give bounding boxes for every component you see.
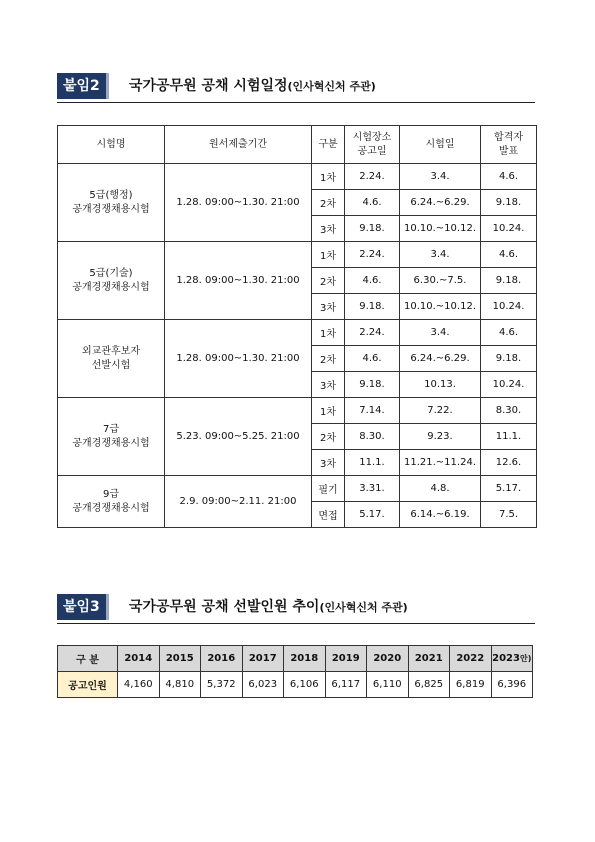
- recruit-year: 2016: [207, 653, 236, 664]
- result-cell: 10.24.: [481, 216, 537, 242]
- stage-cell: 2차: [312, 424, 345, 450]
- exam-name-line: 공개경쟁채용시험: [72, 437, 150, 449]
- application-period-cell: 1.28. 09:00~1.30. 21:00: [165, 242, 312, 320]
- header-venue-date: [345, 126, 400, 164]
- recruit-row-label: 공고인원: [58, 672, 118, 698]
- exam-name-cell: [58, 476, 165, 528]
- exam-name-cell: [58, 164, 165, 242]
- recruit-value: 4,160: [118, 672, 160, 698]
- result-cell: 12.6.: [481, 450, 537, 476]
- result-cell: 7.5.: [481, 502, 537, 528]
- stage-cell: 필기: [312, 476, 345, 502]
- recruit-year-header: [159, 646, 201, 672]
- result-cell: 11.1.: [481, 424, 537, 450]
- recruit-header-row: [58, 646, 533, 672]
- recruit-year: 2021: [414, 653, 443, 664]
- venue-cell: 5.17.: [345, 502, 400, 528]
- recruit-year: 2023: [492, 653, 520, 664]
- recruitment-table: [57, 645, 533, 698]
- exam-name-line: 공개경쟁채용시험: [72, 281, 150, 293]
- exam-name-line: 선발시험: [91, 359, 131, 371]
- stage-cell: 1차: [312, 242, 345, 268]
- exam-cell: 7.22.: [400, 398, 481, 424]
- recruit-header-label: 구 분: [58, 646, 118, 672]
- recruit-year: 2018: [290, 653, 319, 664]
- exam-cell: 6.14.~6.19.: [400, 502, 481, 528]
- section3-badge: 붙임3: [57, 594, 109, 620]
- stage-cell: 2차: [312, 346, 345, 372]
- venue-cell: 11.1.: [345, 450, 400, 476]
- recruit-year-header: [118, 646, 160, 672]
- exam-cell: 3.4.: [400, 242, 481, 268]
- exam-cell: 4.8.: [400, 476, 481, 502]
- recruit-year-header: [242, 646, 284, 672]
- exam-cell: 6.24.~6.29.: [400, 346, 481, 372]
- exam-name-cell: [58, 242, 165, 320]
- schedule-row: [58, 320, 537, 346]
- result-cell: 4.6.: [481, 164, 537, 190]
- recruit-year-suffix: 안): [519, 654, 532, 663]
- section2-badge: 붙임2: [57, 73, 109, 99]
- application-period-cell: 1.28. 09:00~1.30. 21:00: [165, 164, 312, 242]
- result-cell: 9.18.: [481, 346, 537, 372]
- stage-cell: 1차: [312, 398, 345, 424]
- exam-name-cell: [58, 398, 165, 476]
- stage-cell: 면접: [312, 502, 345, 528]
- venue-cell: 9.18.: [345, 372, 400, 398]
- venue-cell: 3.31.: [345, 476, 400, 502]
- exam-name-line: 5급(행정): [89, 189, 133, 201]
- venue-cell: 9.18.: [345, 216, 400, 242]
- recruit-year-header: [284, 646, 326, 672]
- exam-cell: 9.23.: [400, 424, 481, 450]
- recruit-year: 2015: [165, 653, 194, 664]
- recruit-year-header: [408, 646, 450, 672]
- exam-schedule-table: [57, 125, 537, 528]
- section3-org: (인사혁신처 주관): [319, 601, 408, 614]
- recruit-value: 6,396: [491, 672, 533, 698]
- exam-name-cell: [58, 320, 165, 398]
- exam-name-line: 공개경쟁채용시험: [72, 203, 150, 215]
- exam-cell: 6.30.~7.5.: [400, 268, 481, 294]
- stage-cell: 3차: [312, 216, 345, 242]
- section3-rule: [57, 623, 535, 624]
- recruit-year-header: [367, 646, 409, 672]
- header-venue-line2: 공고일: [357, 145, 387, 157]
- stage-cell: 3차: [312, 294, 345, 320]
- exam-cell: 10.10.~10.12.: [400, 294, 481, 320]
- result-cell: 10.24.: [481, 372, 537, 398]
- result-cell: 10.24.: [481, 294, 537, 320]
- recruit-year: 2017: [248, 653, 277, 664]
- exam-cell: 10.10.~10.12.: [400, 216, 481, 242]
- exam-cell: 3.4.: [400, 164, 481, 190]
- venue-cell: 7.14.: [345, 398, 400, 424]
- header-result-date: [481, 126, 537, 164]
- exam-cell: 6.24.~6.29.: [400, 190, 481, 216]
- stage-cell: 1차: [312, 320, 345, 346]
- recruit-value: 6,825: [408, 672, 450, 698]
- section2-title: [129, 75, 376, 98]
- header-venue-line1: 시험장소: [352, 131, 392, 143]
- stage-cell: 2차: [312, 190, 345, 216]
- application-period-cell: 2.9. 09:00~2.11. 21:00: [165, 476, 312, 528]
- recruit-value-row: [58, 672, 533, 698]
- venue-cell: 8.30.: [345, 424, 400, 450]
- venue-cell: 2.24.: [345, 320, 400, 346]
- schedule-row: [58, 398, 537, 424]
- stage-cell: 3차: [312, 372, 345, 398]
- recruit-year-header: [201, 646, 243, 672]
- stage-cell: 1차: [312, 164, 345, 190]
- result-cell: 9.18.: [481, 268, 537, 294]
- venue-cell: 2.24.: [345, 164, 400, 190]
- header-exam-name: 시험명: [58, 126, 165, 164]
- venue-cell: 4.6.: [345, 268, 400, 294]
- exam-cell: 11.21.~11.24.: [400, 450, 481, 476]
- venue-cell: 9.18.: [345, 294, 400, 320]
- exam-name-line: 9급: [102, 488, 120, 500]
- exam-name-line: 7급: [102, 423, 120, 435]
- exam-name-line: 공개경쟁채용시험: [72, 502, 150, 514]
- recruit-value: 5,372: [201, 672, 243, 698]
- section3-header: [57, 594, 535, 624]
- recruit-year-header: [450, 646, 492, 672]
- section3-title-text: 국가공무원 공채 선발인원 추이: [129, 599, 320, 615]
- section3-title: [129, 596, 408, 619]
- stage-cell: 2차: [312, 268, 345, 294]
- recruit-value: 6,023: [242, 672, 284, 698]
- venue-cell: 4.6.: [345, 190, 400, 216]
- stage-cell: 3차: [312, 450, 345, 476]
- schedule-row: [58, 476, 537, 502]
- recruit-year-header: [491, 646, 533, 672]
- exam-name-line: 외교관후보자: [82, 345, 140, 357]
- recruit-value: 4,810: [159, 672, 201, 698]
- recruit-value: 6,819: [450, 672, 492, 698]
- result-cell: 4.6.: [481, 242, 537, 268]
- section2-rule: [57, 102, 535, 103]
- recruit-value: 6,106: [284, 672, 326, 698]
- section2-org: (인사혁신처 주관): [287, 80, 376, 93]
- section2-title-text: 국가공무원 공채 시험일정: [129, 78, 288, 94]
- header-application-period: 원서제출기간: [165, 126, 312, 164]
- schedule-row: [58, 242, 537, 268]
- header-stage: 구분: [312, 126, 345, 164]
- venue-cell: 2.24.: [345, 242, 400, 268]
- exam-name-line: 5급(기술): [89, 267, 133, 279]
- recruit-value: 6,110: [367, 672, 409, 698]
- recruit-year: 2019: [331, 653, 360, 664]
- section2-header: [57, 73, 535, 103]
- recruit-year: 2014: [124, 653, 153, 664]
- application-period-cell: 1.28. 09:00~1.30. 21:00: [165, 320, 312, 398]
- recruit-year-header: [325, 646, 367, 672]
- application-period-cell: 5.23. 09:00~5.25. 21:00: [165, 398, 312, 476]
- header-exam-date: 시험일: [400, 126, 481, 164]
- header-result-line1: 합격자: [494, 131, 523, 143]
- result-cell: 9.18.: [481, 190, 537, 216]
- recruit-year: 2022: [456, 653, 485, 664]
- result-cell: 5.17.: [481, 476, 537, 502]
- recruit-year: 2020: [373, 653, 402, 664]
- exam-cell: 3.4.: [400, 320, 481, 346]
- recruit-value: 6,117: [325, 672, 367, 698]
- result-cell: 4.6.: [481, 320, 537, 346]
- schedule-row: [58, 164, 537, 190]
- exam-cell: 10.13.: [400, 372, 481, 398]
- header-result-line2: 발표: [498, 145, 519, 157]
- schedule-header-row: [58, 126, 537, 164]
- venue-cell: 4.6.: [345, 346, 400, 372]
- result-cell: 8.30.: [481, 398, 537, 424]
